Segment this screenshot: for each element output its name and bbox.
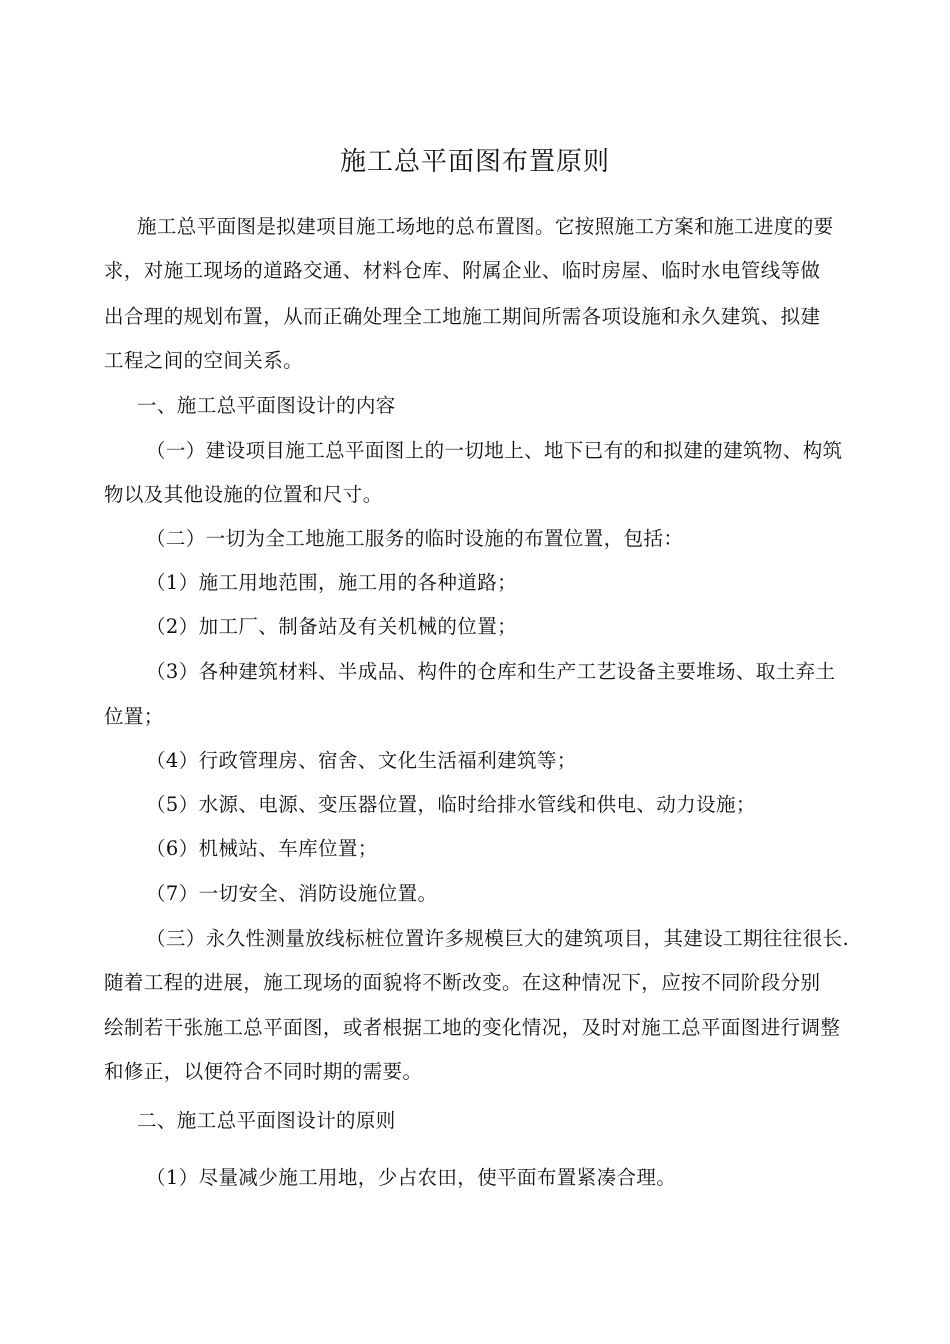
paragraph-line: （二）一切为全工地施工服务的临时设施的布置位置，包括： [146,527,684,550]
paragraph-line: 物以及其他设施的位置和尺寸。 [104,483,383,506]
list-item: （1）尽量减少施工用地，少占农田，使平面布置紧凑合理。 [146,1166,677,1189]
paragraph-line: 绘制若干张施工总平面图，或者根据工地的变化情况，及时对施工总平面图进行调整 [104,1016,841,1039]
list-item: （6）机械站、车库位置； [146,837,378,860]
intro-line: 施工总平面图是拟建项目施工场地的总布置图。它按照施工方案和施工进度的要 [137,215,834,238]
list-item: 位置； [104,705,164,728]
section-heading: 一、施工总平面图设计的内容 [137,394,396,417]
list-item: （3）各种建筑材料、半成品、构件的仓库和生产工艺设备主要堆场、取土弃土 [146,660,836,683]
intro-line: 求，对施工现场的道路交通、材料仓库、附属企业、临时房屋、临时水电管线等做 [104,259,821,282]
intro-line: 工程之间的空间关系。 [104,349,304,372]
section-heading: 二、施工总平面图设计的原则 [137,1109,396,1132]
list-item: （5）水源、电源、变压器位置，临时给排水管线和供电、动力设施； [146,793,756,816]
list-item: （4）行政管理房、宿舍、文化生活福利建筑等； [146,749,577,772]
paragraph-line: （一）建设项目施工总平面图上的一切地上、地下已有的和拟建的建筑物、构筑 [146,439,843,462]
paragraph-line: （三）永久性测量放线标桩位置许多规模巨大的建筑项目，其建设工期往往很长. [146,927,850,950]
list-item: （1）施工用地范围，施工用的各种道路； [146,571,518,594]
paragraph-line: 和修正，以便符合不同时期的需要。 [104,1060,423,1083]
paragraph-line: 随着工程的进展，施工现场的面貌将不断改变。在这种情况下，应按不同阶段分别 [104,971,821,994]
list-item: （2）加工厂、制备站及有关机械的位置； [146,615,518,638]
intro-line: 出合理的规划布置，从而正确处理全工地施工期间所需各项设施和永久建筑、拟建 [104,305,821,328]
document-title: 施工总平面图布置原则 [339,147,610,177]
list-item: （7）一切安全、消防设施位置。 [146,882,438,905]
